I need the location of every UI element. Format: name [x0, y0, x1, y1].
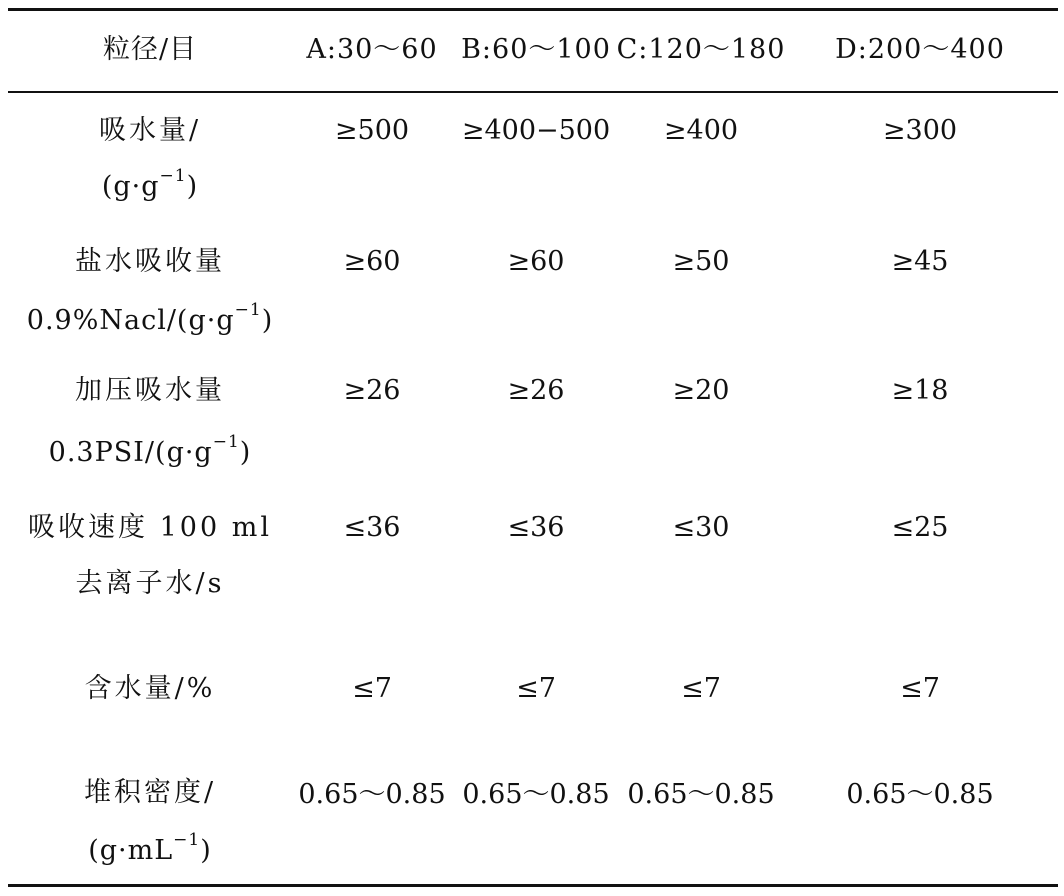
cell-value-c: ≥20 — [672, 375, 730, 406]
cell-value-c: ≤7 — [681, 673, 721, 704]
row-unit: $0.3PSI/(g\cdot g^{-1})$ — [48, 432, 252, 468]
header-col-a: A:30～60 — [306, 34, 438, 65]
cell-value-d: ≤25 — [891, 512, 949, 543]
cell-value-a: ≥26 — [343, 375, 401, 406]
row-label: 含水量/% — [84, 673, 216, 704]
cell-value-a: ≥500 — [334, 115, 410, 146]
row-unit: $(g\cdot mL^{-1})$ — [88, 830, 212, 866]
cell-value-b: ≤7 — [516, 673, 556, 704]
header-col-b: B:60～100 — [461, 34, 611, 65]
cell-value-b: 0.65～0.85 — [462, 779, 610, 810]
cell-value-a: 0.65～0.85 — [298, 779, 446, 810]
row-unit: $(g\cdot g^{-1})$ — [101, 166, 199, 202]
table-bottom-rule — [8, 884, 1058, 887]
cell-value-a: ≤7 — [352, 673, 392, 704]
cell-value-d: ≤7 — [900, 673, 940, 704]
cell-value-b: ≥400−500 — [461, 115, 611, 146]
cell-value-d: ≥18 — [891, 375, 949, 406]
row-label: 吸收速度 100 ml — [28, 512, 272, 543]
cell-value-c: ≥50 — [672, 246, 730, 277]
cell-value-c: ≤30 — [672, 512, 730, 543]
cell-value-b: ≤36 — [507, 512, 565, 543]
header-particle-size: 粒径/目 — [102, 34, 198, 65]
row-label: 堆积密度/ — [83, 777, 217, 808]
row-unit: 去离子水/s — [75, 568, 225, 599]
row-unit: $0.9\%Nacl/(g\cdot g^{-1})$ — [26, 300, 274, 336]
cell-value-c: 0.65～0.85 — [627, 779, 775, 810]
cell-value-c: ≥400 — [663, 115, 739, 146]
row-label: 加压吸水量 — [75, 375, 225, 406]
cell-value-a: ≤36 — [343, 512, 401, 543]
row-label: 盐水吸收量 — [75, 246, 225, 277]
cell-value-b: ≥60 — [507, 246, 565, 277]
cell-value-d: ≥300 — [882, 115, 958, 146]
cell-value-d: ≥45 — [891, 246, 949, 277]
cell-value-a: ≥60 — [343, 246, 401, 277]
table-top-rule — [8, 8, 1058, 11]
header-col-d: D:200～400 — [835, 34, 1005, 65]
cell-value-d: 0.65～0.85 — [846, 779, 994, 810]
row-label: 吸水量/ — [98, 115, 202, 146]
table-header-rule — [8, 91, 1058, 93]
header-col-c: C:120～180 — [616, 34, 786, 65]
cell-value-b: ≥26 — [507, 375, 565, 406]
